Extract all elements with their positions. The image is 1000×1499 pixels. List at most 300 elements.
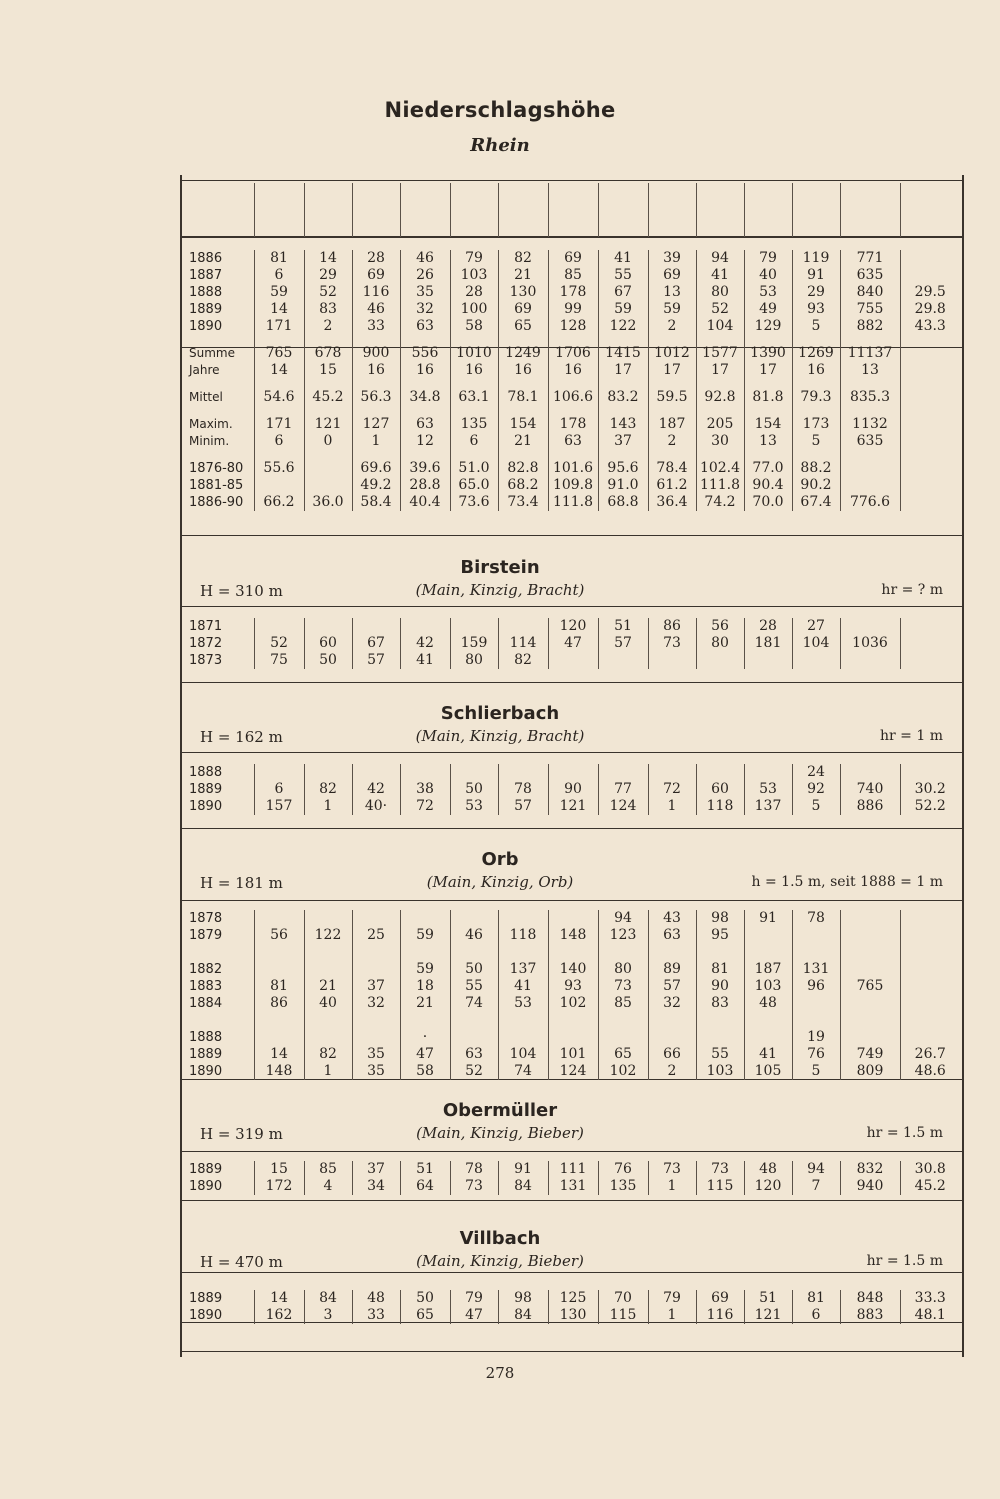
table-cell: 55 [450, 978, 498, 995]
table-cell [450, 944, 498, 961]
table-cell: 94 [696, 250, 744, 267]
table-cell: 84 [498, 1307, 548, 1324]
table-cell: 17 [744, 362, 792, 379]
table-cell [450, 1012, 498, 1029]
table-cell: 69 [352, 267, 400, 284]
table-cell: 15 [304, 362, 352, 379]
spacer-cell [744, 335, 792, 345]
table-cell: 52 [254, 635, 304, 652]
table-cell: 765 [254, 345, 304, 362]
table-cell: 56.3 [352, 389, 400, 406]
table-cell: 73.4 [498, 494, 548, 511]
table-cell: 1 [648, 798, 696, 815]
table-cell: 21 [498, 267, 548, 284]
table-cell: 30.8 [900, 1161, 960, 1178]
table-cell: 17 [648, 362, 696, 379]
row-label: 1889 [189, 782, 223, 797]
row-label [180, 1012, 254, 1029]
table-cell: 34.8 [400, 389, 450, 406]
table-cell [696, 944, 744, 961]
table-cell: 69 [548, 250, 598, 267]
table-cell: 52 [304, 284, 352, 301]
table-cell: 82 [304, 781, 352, 798]
table-cell [352, 961, 400, 978]
station-hr: hr = ? m [881, 582, 943, 598]
table-cell: 14 [254, 362, 304, 379]
table-cell: 57 [498, 798, 548, 815]
spacer-cell [254, 335, 304, 345]
table-cell [648, 1029, 696, 1046]
spacer-cell [180, 450, 254, 460]
table-cell: 78.1 [498, 389, 548, 406]
station-region: (Main, Kinzig, Bracht) [415, 581, 585, 599]
table-cell: 57 [598, 635, 648, 652]
table-cell: 96 [792, 978, 840, 995]
spacer-cell [304, 406, 352, 416]
table-cell: 73 [598, 978, 648, 995]
table-cell [254, 618, 304, 635]
table-cell: 14 [254, 301, 304, 318]
table-cell: 2 [648, 433, 696, 450]
table-cell: 12 [400, 433, 450, 450]
spacer-cell [548, 379, 598, 389]
table-cell: 18 [400, 978, 450, 995]
table-cell: 1132 [840, 416, 900, 433]
column-header [450, 183, 498, 237]
table-cell: 63 [450, 1046, 498, 1063]
row-label: 1889 [189, 1047, 223, 1062]
table-cell [840, 764, 900, 781]
table-cell: 36.0 [304, 494, 352, 511]
table-cell: 116 [352, 284, 400, 301]
table-cell: 29 [304, 267, 352, 284]
table-cell: 40 [304, 995, 352, 1012]
table-cell [304, 477, 352, 494]
table-cell: 135 [598, 1178, 648, 1195]
table-cell: 67 [598, 284, 648, 301]
table-cell: 140 [548, 961, 598, 978]
table-cell [792, 652, 840, 669]
spacer-cell [304, 450, 352, 460]
table-cell: 27 [792, 618, 840, 635]
table-cell: 95.6 [598, 460, 648, 477]
table-cell: 78 [498, 781, 548, 798]
table-cell: 131 [792, 961, 840, 978]
row-label: 1889 [189, 302, 223, 317]
table-cell: 99 [548, 301, 598, 318]
table-cell: 90.4 [744, 477, 792, 494]
spacer-cell [648, 406, 696, 416]
table-cell: 882 [840, 318, 900, 335]
table-cell: 68.8 [598, 494, 648, 511]
table-cell: 60 [304, 635, 352, 652]
table-row [180, 389, 960, 406]
table-row [180, 433, 960, 450]
table-cell: 46 [352, 301, 400, 318]
table-cell [840, 995, 900, 1012]
spacer-cell [696, 379, 744, 389]
table-cell: 14 [254, 1046, 304, 1063]
table-cell: 72 [400, 798, 450, 815]
table-cell: 122 [598, 318, 648, 335]
table-cell: 63 [400, 416, 450, 433]
spacer-cell [696, 335, 744, 345]
table-cell: 72 [648, 781, 696, 798]
table-cell [598, 944, 648, 961]
table-cell: 1036 [840, 635, 900, 652]
table-cell: 67 [352, 635, 400, 652]
table-cell: 17 [696, 362, 744, 379]
table-cell [254, 944, 304, 961]
table-cell: 115 [696, 1178, 744, 1195]
spacer-cell [304, 335, 352, 345]
table-cell: 83 [696, 995, 744, 1012]
table-cell: 171 [254, 318, 304, 335]
table-cell: 51.0 [450, 460, 498, 477]
table-cell: 135 [450, 416, 498, 433]
table-cell: 157 [254, 798, 304, 815]
table-cell: 40 [744, 267, 792, 284]
station-hr: h = 1.5 m, seit 1888 = 1 m [751, 874, 943, 890]
table-cell: 103 [744, 978, 792, 995]
table-cell [450, 764, 498, 781]
table-cell: 48 [744, 1161, 792, 1178]
table-cell: 101.6 [548, 460, 598, 477]
table-cell: 53 [498, 995, 548, 1012]
table-cell: 80 [696, 284, 744, 301]
table-cell: 59.5 [648, 389, 696, 406]
table-cell: 1 [648, 1178, 696, 1195]
table-cell: 28.8 [400, 477, 450, 494]
table-cell: 119 [792, 250, 840, 267]
table-cell: 118 [498, 927, 548, 944]
table-cell [744, 927, 792, 944]
table-cell [450, 1029, 498, 1046]
station-region: (Main, Kinzig, Orb) [426, 873, 574, 891]
spacer-cell [400, 450, 450, 460]
station-height: H = 181 m [200, 874, 283, 892]
obermueller-table [180, 1161, 960, 1195]
table-cell [400, 764, 450, 781]
table-cell: 36.4 [648, 494, 696, 511]
table-cell: 11137 [840, 345, 900, 362]
table-row [180, 635, 960, 652]
table-cell: 173 [792, 416, 840, 433]
table-cell: 129 [744, 318, 792, 335]
table-cell: 88.2 [792, 460, 840, 477]
spacer-cell [792, 335, 840, 345]
column-header [352, 183, 400, 237]
table-cell: 137 [744, 798, 792, 815]
table-cell [304, 1029, 352, 1046]
table-cell: 16 [548, 362, 598, 379]
table-cell: 79 [450, 250, 498, 267]
spacer-cell [352, 406, 400, 416]
table-cell: 56 [254, 927, 304, 944]
spacer-cell [450, 379, 498, 389]
table-cell: 1269 [792, 345, 840, 362]
table-cell: 128 [548, 318, 598, 335]
table-cell: 35 [352, 1046, 400, 1063]
table-cell: 765 [840, 978, 900, 995]
table-cell: 172 [254, 1178, 304, 1195]
rule [182, 1272, 962, 1273]
table-cell [648, 652, 696, 669]
table-cell: 48.6 [900, 1063, 960, 1080]
table-cell: 63 [400, 318, 450, 335]
table-cell: 28 [450, 284, 498, 301]
table-cell [900, 978, 960, 995]
spacer-cell [696, 450, 744, 460]
table-cell: 1010 [450, 345, 498, 362]
table-cell: 70 [598, 1290, 648, 1307]
table-cell [840, 460, 900, 477]
table-cell [900, 416, 960, 433]
spacer-cell [254, 450, 304, 460]
table-cell: 84 [498, 1178, 548, 1195]
table-cell: 46 [450, 927, 498, 944]
row-spacer [180, 406, 960, 416]
table-cell: 37 [598, 433, 648, 450]
spacer-cell [840, 406, 900, 416]
table-cell: 59 [254, 284, 304, 301]
table-cell: 51 [598, 618, 648, 635]
table-cell: 39.6 [400, 460, 450, 477]
table-cell: 5 [792, 1063, 840, 1080]
table-cell: 105 [744, 1063, 792, 1080]
table-cell: 17 [598, 362, 648, 379]
table-cell: 65 [400, 1307, 450, 1324]
table-row [180, 961, 960, 978]
table-cell: 89 [648, 961, 696, 978]
table-cell: 82.8 [498, 460, 548, 477]
table-cell: 77 [598, 781, 648, 798]
table-cell: 28 [352, 250, 400, 267]
table-cell: 41 [400, 652, 450, 669]
table-cell: · [400, 1029, 450, 1046]
villbach-table [180, 1290, 960, 1324]
table-cell: 130 [498, 284, 548, 301]
table-cell: 101 [548, 1046, 598, 1063]
table-cell: 57 [352, 652, 400, 669]
table-cell [900, 433, 960, 450]
table-cell: 104 [696, 318, 744, 335]
spacer-cell [900, 450, 960, 460]
table-cell [352, 618, 400, 635]
table-cell: 53 [450, 798, 498, 815]
table-cell: 79 [450, 1290, 498, 1307]
table-cell [900, 995, 960, 1012]
table-cell: 1706 [548, 345, 598, 362]
column-header [696, 183, 744, 237]
table-cell [352, 910, 400, 927]
table-cell: 131 [548, 1178, 598, 1195]
table-cell [840, 1012, 900, 1029]
table-cell: 47 [400, 1046, 450, 1063]
table-cell: 1 [304, 798, 352, 815]
table-cell: 678 [304, 345, 352, 362]
table-cell: 33 [352, 1307, 400, 1324]
table-cell: 40.4 [400, 494, 450, 511]
table-row [180, 652, 960, 669]
column-header [900, 183, 960, 237]
spacer-cell [840, 450, 900, 460]
table-cell: 24 [792, 764, 840, 781]
table-cell: 32 [648, 995, 696, 1012]
row-label: 1886 [189, 251, 223, 266]
spacer-cell [648, 450, 696, 460]
table-cell: 93 [548, 978, 598, 995]
table-row [180, 494, 960, 511]
table-cell: 100 [450, 301, 498, 318]
table-cell: 5 [792, 318, 840, 335]
table-cell [498, 1012, 548, 1029]
table-cell: 37 [352, 1161, 400, 1178]
table-cell: 2 [304, 318, 352, 335]
table-cell [254, 1012, 304, 1029]
table-cell [254, 764, 304, 781]
table-cell: 59 [400, 927, 450, 944]
table-cell: 45.2 [304, 389, 352, 406]
table-cell: 16 [450, 362, 498, 379]
table-cell: 883 [840, 1307, 900, 1324]
page-subtitle: Rhein [470, 135, 530, 156]
table-cell: 81 [792, 1290, 840, 1307]
table-cell: 95 [696, 927, 744, 944]
table-cell: 16 [498, 362, 548, 379]
table-cell [900, 477, 960, 494]
row-label: 1890 [189, 1308, 223, 1323]
table-cell: 86 [648, 618, 696, 635]
table-cell: 82 [498, 250, 548, 267]
table-cell: 51 [400, 1161, 450, 1178]
table-cell [792, 944, 840, 961]
table-cell: 809 [840, 1063, 900, 1080]
row-label: Minim. [189, 434, 230, 448]
row-label: 1878 [189, 911, 223, 926]
spacer-cell [498, 379, 548, 389]
column-header [648, 183, 696, 237]
table-cell: 92.8 [696, 389, 744, 406]
table-cell [792, 927, 840, 944]
station-title: Schlierbach [440, 703, 560, 724]
table-cell [792, 1012, 840, 1029]
table-cell: 58 [450, 318, 498, 335]
table-cell: 181 [744, 635, 792, 652]
table-cell: 54.6 [254, 389, 304, 406]
table-cell: 124 [598, 798, 648, 815]
table-row [180, 1307, 960, 1324]
table-cell: 137 [498, 961, 548, 978]
table-row [180, 477, 960, 494]
table-cell: 154 [744, 416, 792, 433]
table-cell: 16 [352, 362, 400, 379]
table-cell: 50 [450, 961, 498, 978]
station-hr: hr = 1.5 m [866, 1253, 943, 1269]
spacer-cell [180, 335, 254, 345]
column-header [400, 183, 450, 237]
table-cell: 82 [304, 1046, 352, 1063]
table-cell [352, 1029, 400, 1046]
table-cell: 68.2 [498, 477, 548, 494]
row-label: 1871 [189, 619, 223, 634]
table-cell: 118 [696, 798, 744, 815]
table-row [180, 267, 960, 284]
table-cell [498, 910, 548, 927]
table-cell: 52 [450, 1063, 498, 1080]
table-cell [304, 961, 352, 978]
table-cell: 55 [696, 1046, 744, 1063]
station-hr: hr = 1.5 m [866, 1125, 943, 1141]
table-row [180, 362, 960, 379]
spacer-cell [450, 406, 498, 416]
table-cell: 121 [548, 798, 598, 815]
table-cell: 187 [744, 961, 792, 978]
table-cell: 103 [450, 267, 498, 284]
table-cell: 13 [648, 284, 696, 301]
column-header [548, 183, 598, 237]
table-cell: 51 [744, 1290, 792, 1307]
table-cell: 5 [792, 433, 840, 450]
row-label: 1872 [189, 636, 223, 651]
table-cell: 749 [840, 1046, 900, 1063]
table-cell: 55 [598, 267, 648, 284]
table-cell [304, 910, 352, 927]
table-cell [900, 250, 960, 267]
row-spacer [180, 379, 960, 389]
table-cell [498, 1029, 548, 1046]
table-cell: 104 [792, 635, 840, 652]
table-cell: 48.1 [900, 1307, 960, 1324]
page-title: Niederschlagshöhe [384, 98, 616, 122]
table-cell: 14 [254, 1290, 304, 1307]
table-cell: 53 [744, 284, 792, 301]
table-cell: 48 [744, 995, 792, 1012]
table-cell: 84 [304, 1290, 352, 1307]
rule [182, 900, 962, 901]
table-cell: 1390 [744, 345, 792, 362]
table-cell: 55.6 [254, 460, 304, 477]
table-cell: 2 [648, 318, 696, 335]
spacer-cell [254, 379, 304, 389]
table-cell: 635 [840, 433, 900, 450]
table-cell [696, 764, 744, 781]
spacer-cell [792, 450, 840, 460]
spacer-cell [648, 379, 696, 389]
table-cell: 82 [498, 652, 548, 669]
table-cell: 73 [696, 1161, 744, 1178]
table-cell [400, 1012, 450, 1029]
table-cell [840, 618, 900, 635]
station-title: Villbach [459, 1228, 541, 1249]
table-cell: 67.4 [792, 494, 840, 511]
spacer-cell [352, 379, 400, 389]
table-cell: 49 [744, 301, 792, 318]
table-cell: 835.3 [840, 389, 900, 406]
table-cell: 73 [648, 635, 696, 652]
table-cell: 74 [498, 1063, 548, 1080]
rule [182, 1200, 962, 1201]
table-cell: 5 [792, 798, 840, 815]
table-cell: 70.0 [744, 494, 792, 511]
table-row [180, 1290, 960, 1307]
table-cell: 85 [548, 267, 598, 284]
table-cell: 109.8 [548, 477, 598, 494]
row-label: 1876-80 [189, 461, 244, 476]
row-label: 1873 [189, 653, 223, 668]
table-cell: 116 [696, 1307, 744, 1324]
table-cell: 48 [352, 1290, 400, 1307]
